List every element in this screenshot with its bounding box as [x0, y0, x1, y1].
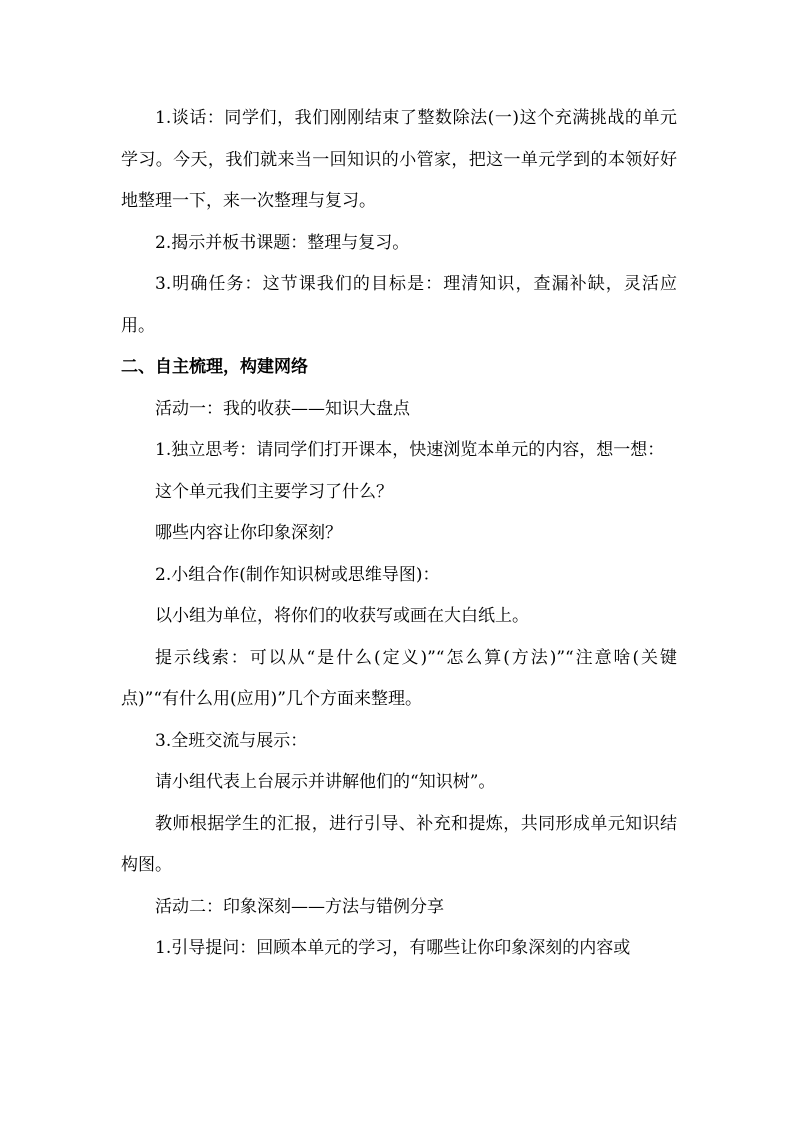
question-2: 哪些内容让你印象深刻？ [155, 523, 342, 543]
activity-two-step-1: 1.引导提问：回顾本单元的学习，有哪些让你印象深刻的内容或 [155, 938, 631, 958]
intro-paragraph-1: 1.谈话：同学们，我们刚刚结束了整数除法(一)这个充满挑战的单元学习。今天，我们就来当一回知识的小管家，把这一单元学到的本领好好地整理一下，来一次整理与复习。 [121, 108, 677, 211]
activity-two-title: 活动二：印象深刻——方法与错例分享 [155, 896, 444, 917]
teacher-summary: 教师根据学生的汇报，进行引导、补充和提炼，共同形成单元知识结构图。 [121, 813, 677, 875]
question-1: 这个单元我们主要学习了什么？ [155, 481, 393, 502]
document-body [121, 98, 677, 970]
intro-paragraph-3: 3.明确任务：这节课我们的目标是：理清知识，查漏补缺，灵活应用。 [121, 274, 677, 336]
activity-one-step-2: 2.小组合作(制作知识树或思维导图)： [155, 564, 440, 585]
group-instruction: 以小组为单位，将你们的收获写或画在大白纸上。 [155, 606, 529, 626]
hint-clues: 提示线索：可以从“是什么(定义)”“怎么算(方法)”“注意啥(关键点)”“有什么用(应用)”几个方面来整理。 [121, 647, 677, 709]
intro-paragraph-2: 2.揭示并板书课题：整理与复习。 [155, 232, 410, 253]
section-heading: 二、自主梳理，构建网络 [121, 357, 308, 377]
activity-one-step-3: 3.全班交流与展示： [155, 730, 308, 751]
presentation-instruction: 请小组代表上台展示并讲解他们的“知识树”。 [155, 772, 496, 792]
activity-one-title: 活动一：我的收获——知识大盘点 [155, 398, 410, 419]
activity-one-step-1: 1.独立思考：请同学们打开课本，快速浏览本单元的内容，想一想： [155, 440, 665, 460]
